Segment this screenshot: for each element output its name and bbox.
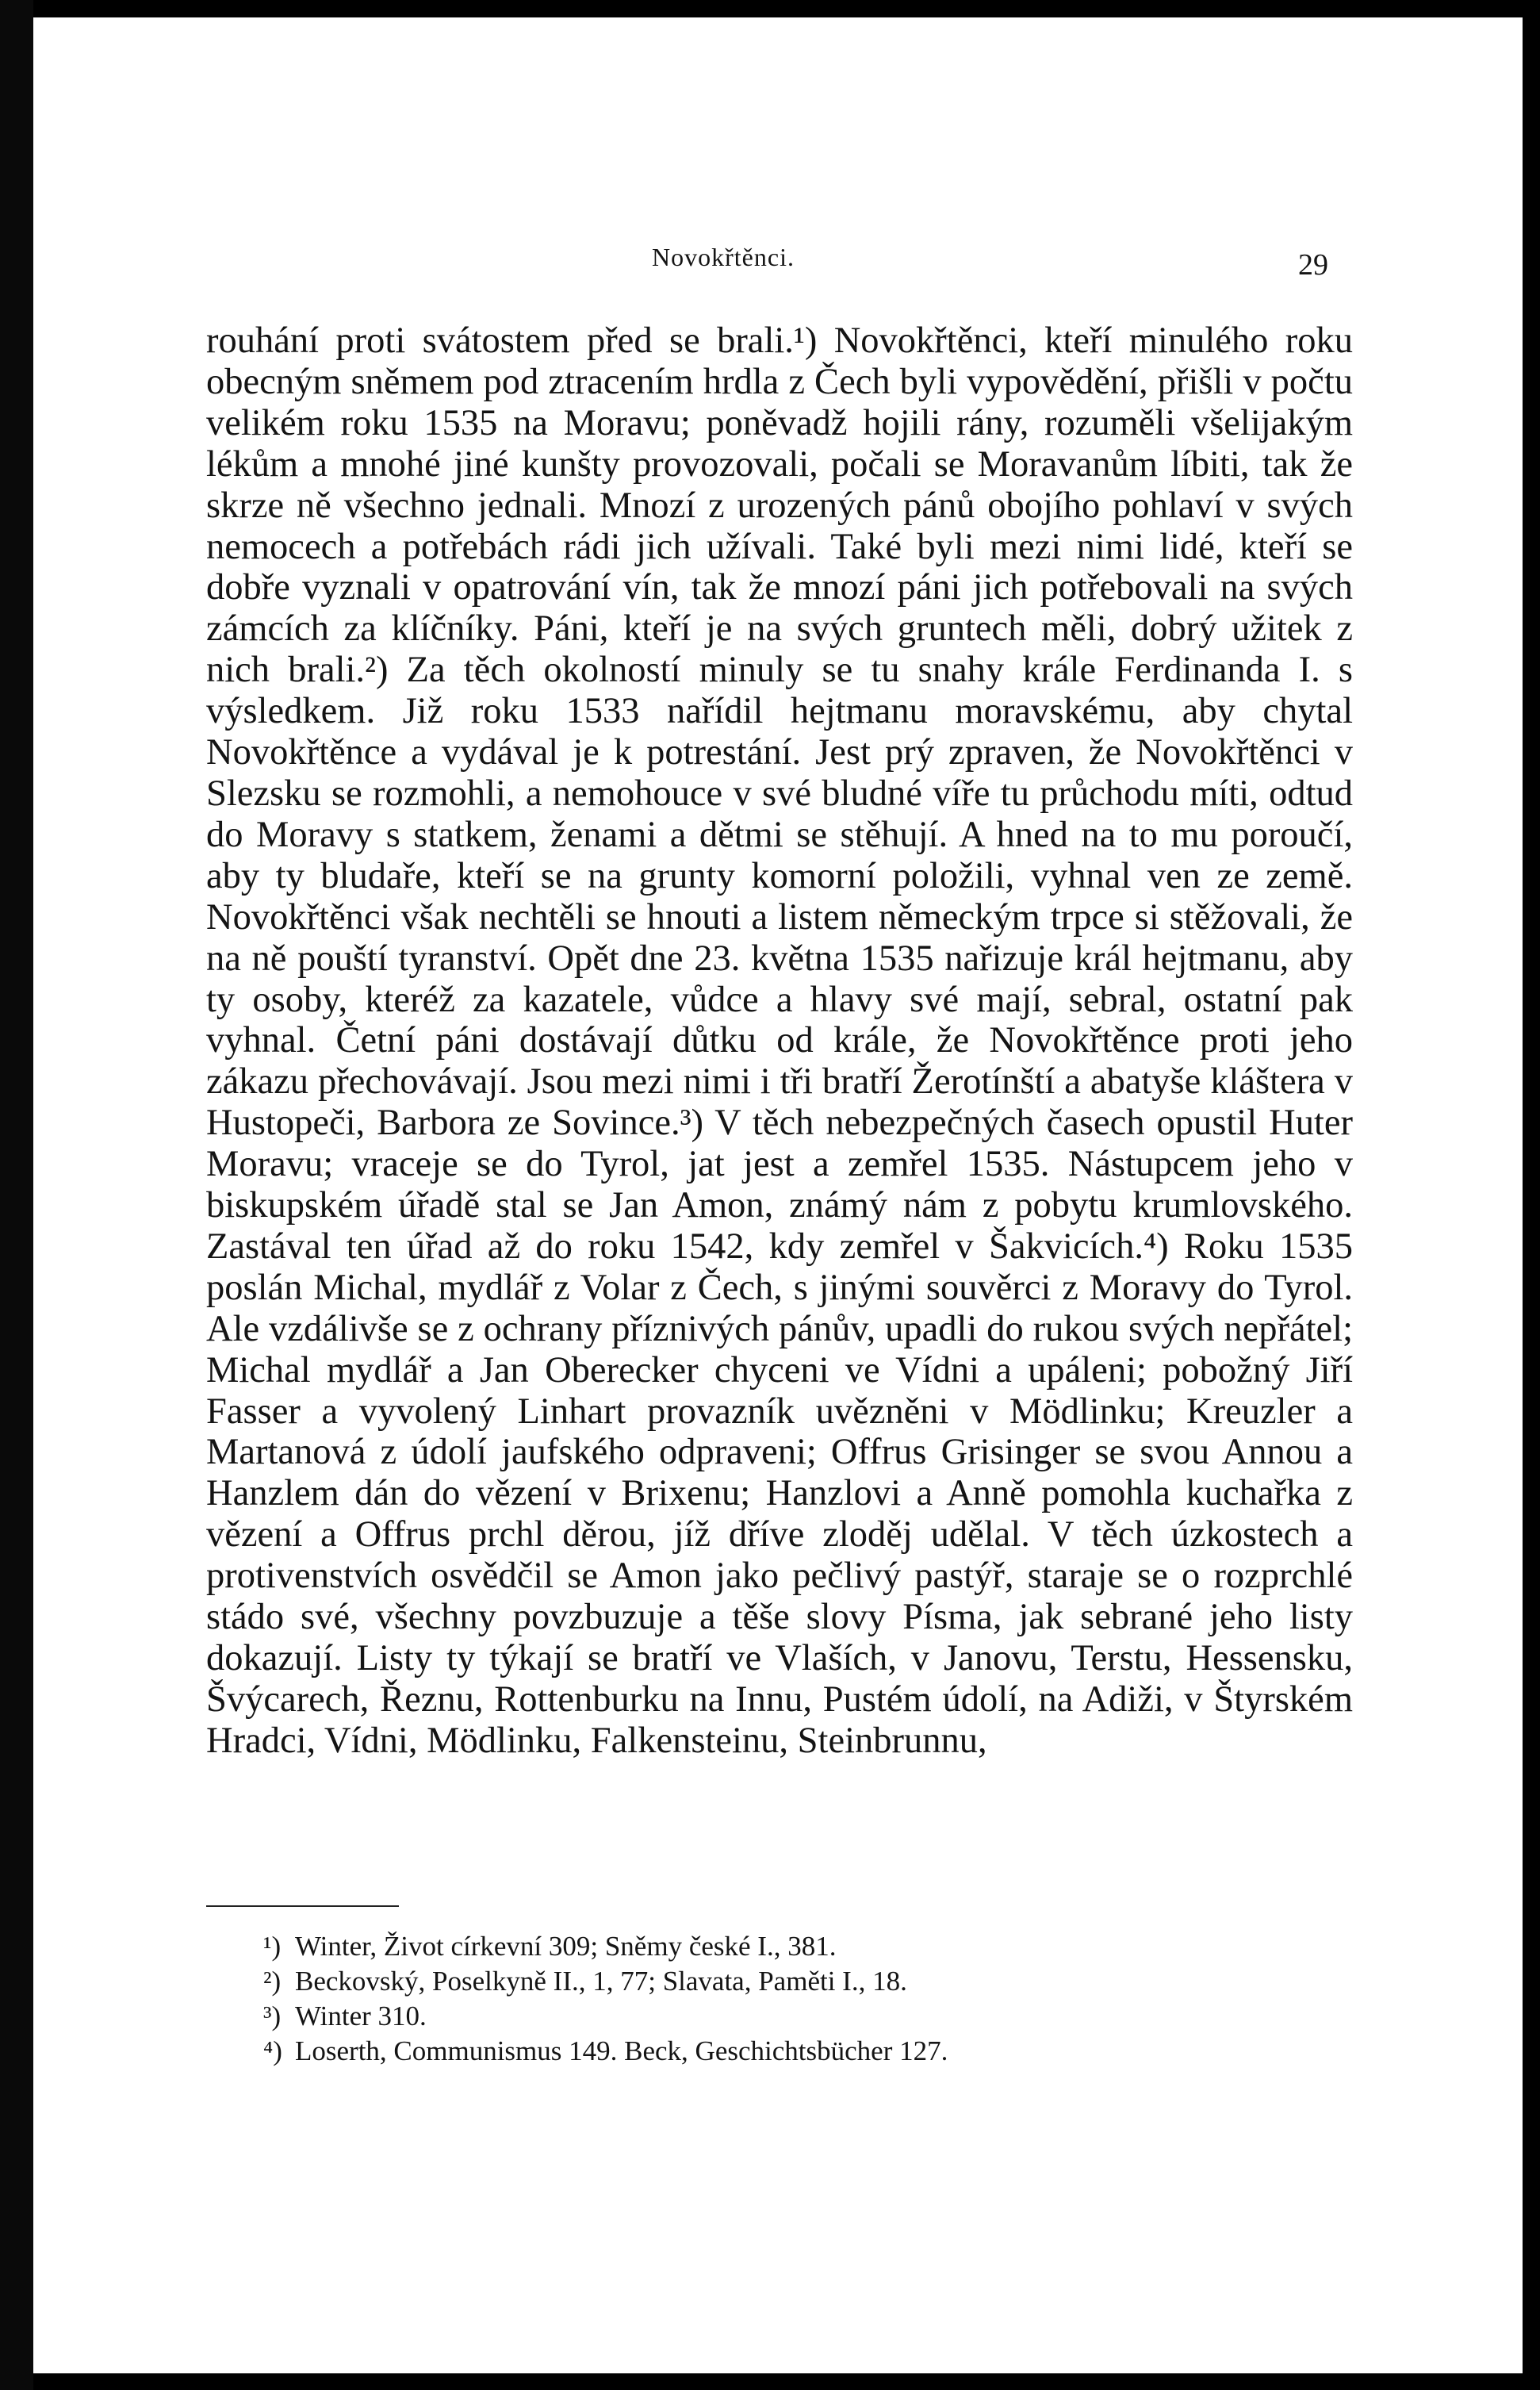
footnote-mark: ³) [263, 2001, 282, 2031]
footnote-2 [263, 1964, 1247, 1999]
footnote-separator [206, 1905, 399, 1907]
body-text [206, 320, 1353, 1762]
footnote-text: Loserth, Communismus 149. Beck, Geschichtsbücher 127. [295, 2035, 948, 2066]
footnote-text: Winter, Život církevní 309; Sněmy české I., 381. [295, 1931, 837, 1962]
scan-binding-edge [0, 0, 33, 2390]
footnote-mark: ⁴) [263, 2035, 282, 2066]
footnotes [263, 1929, 1247, 2069]
body-paragraph: rouhání proti svátostem před se brali.¹) Novokřtěnci, kteří minulého roku obecným sněmem pod ztracením hrdla z Čech byli vypovědění, přišli v počtu velikém roku 1535 na Moravu; poněvadž hojili rány, rozuměli všelijakým lékům a mnohé jiné kunšty provozovali, počali se Moravanům líbiti, tak že skrze ně všechno jednali. Mnozí z urozených pánů obojího pohlaví v svých nemocech a potřebách rádi jich užívali. Také byli mezi nimi lidé, kteří se dobře vyznali v opatrování vín, tak že mnozí páni jich potřebovali na svých zámcích za klíčníky. Páni, kteří je na svých gruntech měli, dobrý užitek z nich brali.²) Za těch okolností minuly se tu snahy krále Ferdinanda I. s výsledkem. Již roku 1533 nařídil hejtmanu moravskému, aby chytal Novokřtěnce a vydával je k potrestání. Jest prý zpraven, že Novokřtěnci v Slezsku se rozmohli, a nemohouce v své bludné víře tu průchodu míti, odtud do Moravy s statkem, ženami a dětmi se stěhují. A hned na to mu poroučí, aby ty bludaře, kteří se na grunty komorní položili, vyhnal ven ze země. Novokřtěnci však nechtěli se hnouti a listem německým trpce si stěžovali, že na ně pouští tyranství. Opět dne 23. května 1535 nařizuje král hejtmanu, aby ty osoby, kteréž za kazatele, vůdce a hlavy své mají, sebral, ostatní pak vyhnal. Četní páni dostávají důtku od krále, že Novokřtěnce proti jeho zákazu přechovávají. Jsou mezi nimi i tři bratří Žerotínští a abatyše kláštera v Hustopeči, Barbora ze Sovince.³) V těch nebezpečných časech opustil Huter Moravu; vraceje se do Tyrol, jat jest a zemřel 1535. Nástupcem jeho v biskupském úřadě stal se Jan Amon, známý nám z pobytu krumlovského. Zastával ten úřad až do roku 1542, kdy zemřel v Šakvicích.⁴) Roku 1535 poslán Michal, mydlář z Volar z Čech, s jinými souvěrci z Moravy do Tyrol. Ale vzdálivše se z ochrany příznivých pánův, upadli do rukou svých nepřátel; Michal mydlář a Jan Oberecker chyceni ve Vídni a upáleni; pobožný Jiří Fasser a vyvolený Linhart provazník uvězněni v Mödlinku; Kreuzler a Martanová z údolí jaufského odpraveni; Offrus Grisinger se svou Annou a Hanzlem dán do vězení v Brixenu; Hanzlovi a Anně pomohla kuchařka z vězení a Offrus prchl děrou, jíž dříve zloděj udělal. V těch úzkostech a protivenstvích osvědčil se Amon jako pečlivý pastýř, staraje se o rozprchlé stádo své, všechny povzbuzuje a těše slovy Písma, jak sebrané jeho listy dokazují. Listy ty týkají se bratří ve Vlaších, v Janovu, Terstu, Hessensku, Švýcarech, Řeznu, Rottenburku na Innu, Pustém údolí, na Adiži, v Štyrském Hradci, Vídni, Mödlinku, Falkensteinu, Steinbrunnu, [206, 320, 1353, 1761]
book-page [33, 17, 1523, 2373]
footnote-text: Winter 310. [295, 2001, 427, 2031]
footnote-3 [263, 1999, 1247, 2034]
footnote-4 [263, 2034, 1247, 2069]
running-head: Novokřtěnci. [652, 243, 795, 271]
footnote-mark: ²) [263, 1966, 282, 1997]
footnote-1 [263, 1929, 1247, 1964]
page-number: 29 [1298, 248, 1328, 282]
footnote-text: Beckovský, Poselkyně II., 1, 77; Slavata, Paměti I., 18. [295, 1966, 907, 1997]
footnote-mark: ¹) [263, 1931, 282, 1962]
